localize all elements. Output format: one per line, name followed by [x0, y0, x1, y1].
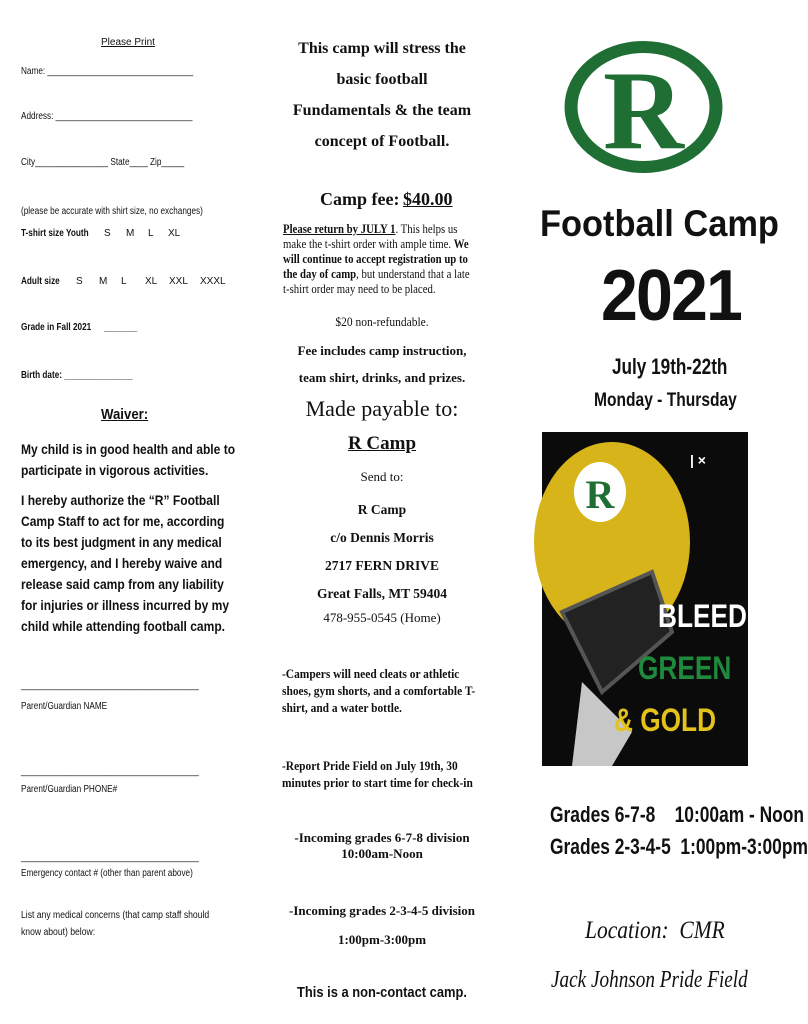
parent-name-line[interactable]: _______________________________________: [21, 680, 199, 691]
payable-to-label: Made payable to:: [305, 396, 459, 421]
adult-size-xl[interactable]: XL: [145, 276, 158, 287]
camp-dates: July 19th-22th: [612, 354, 728, 379]
adult-size-m[interactable]: M: [99, 276, 108, 287]
address-line: Great Falls, MT 59404: [317, 586, 447, 601]
schedule-younger: Grades 2-3-4-5 1:00pm-3:00pm: [550, 834, 808, 859]
stress-line: basic football: [336, 71, 428, 88]
emergency-line[interactable]: _______________________________________: [21, 852, 199, 863]
birth-date-field[interactable]: Birth date: _______________: [21, 370, 133, 381]
non-contact-note: This is a non-contact camp.: [297, 984, 467, 1001]
helmet-decal-letter: R: [585, 472, 615, 517]
address-line: c/o Dennis Morris: [330, 530, 434, 545]
youth-size-s[interactable]: S: [104, 228, 111, 239]
address-field[interactable]: Address: ______________________________: [21, 111, 193, 122]
late-registration-note: We will continue to accept registration up to the day of camp: [283, 237, 469, 281]
parent-name-label: Parent/Guardian NAME: [21, 701, 108, 712]
location-label: Location: CMR: [585, 917, 725, 944]
stress-line: This camp will stress the: [298, 40, 466, 57]
address-line: 2717 FERN DRIVE: [324, 558, 439, 573]
youth-size-xl[interactable]: XL: [168, 228, 181, 239]
shirt-note: (please be accurate with shirt size, no exchanges): [21, 206, 203, 217]
camp-year: 2021: [601, 256, 741, 336]
mailing-address: [272, 496, 492, 608]
camp-days: Monday - Thursday: [594, 390, 737, 411]
waiver-health: My child is in good health and able to participate in vigorous activities.: [21, 441, 236, 478]
campers-need-note: -Campers will need cleats or athletic shoes, gym shorts, and a comfortable T-shirt, and a water bottle.: [282, 666, 476, 715]
fee-includes-line1: Fee includes camp instruction,: [297, 343, 467, 358]
waiver-title: Waiver:: [101, 406, 149, 423]
adult-size-xxl[interactable]: XXL: [169, 276, 188, 287]
poster-green: GREEN: [638, 650, 732, 686]
address-line: R Camp: [357, 502, 407, 517]
division-younger-time: 1:00pm-3:00pm: [337, 932, 427, 947]
logo-letter: R: [603, 49, 684, 173]
field-name: Jack Johnson Pride Field: [551, 967, 748, 993]
please-print-label: Please Print: [101, 37, 155, 48]
waiver-authorization: I hereby authorize the “R” Football Camp Staff to act for me, according to its best judgment in any medical emergency, and I hereby waive and release said camp from any liability for injuries or illness incurred by my child while attending football camp.: [21, 492, 230, 634]
emergency-contact-label: Emergency contact # (other than parent above): [21, 868, 193, 879]
adult-size-xxxl[interactable]: XXXL: [200, 276, 226, 287]
camp-fee-label: Camp fee:: [320, 189, 400, 209]
report-note: -Report Pride Field on July 19th, 30 minutes prior to start time for check-in: [282, 758, 473, 790]
name-field[interactable]: Name: ________________________________: [21, 66, 194, 77]
stress-line: Fundamentals & the team: [292, 102, 472, 119]
send-to-label: Send to:: [360, 469, 404, 484]
payee-name: R Camp: [347, 433, 417, 454]
medical-concerns-label: List any medical concerns (that camp staff should know about) below:: [21, 910, 210, 938]
grade-field[interactable]: ______: [104, 322, 138, 333]
stress-line: concept of Football.: [314, 133, 450, 150]
fee-includes-line2: team shirt, drinks, and prizes.: [298, 370, 466, 385]
return-note-text: . This helps us make the t-shirt order with ample time.: [283, 222, 458, 251]
phone-number: 478-955-0545 (Home): [323, 610, 441, 625]
youth-size-m[interactable]: M: [126, 228, 135, 239]
r-logo: [562, 38, 725, 176]
division-older: [272, 830, 492, 862]
parent-phone-label: Parent/Guardian PHONE#: [21, 784, 118, 795]
adult-size-label: Adult size: [21, 276, 60, 287]
city-state-zip-field[interactable]: City________________ State____ Zip_____: [21, 157, 185, 168]
division-older-time: 10:00am-Noon: [341, 846, 423, 861]
poster-brand-icon: | ×: [690, 452, 706, 468]
camp-title: Football Camp: [540, 203, 779, 244]
parent-phone-line[interactable]: _______________________________________: [21, 766, 199, 777]
stress-statement: [272, 33, 492, 157]
grade-label: Grade in Fall 2021: [21, 322, 92, 333]
poster-gold: & GOLD: [614, 702, 717, 738]
youth-size-label: T-shirt size Youth: [21, 228, 89, 239]
return-note: [283, 222, 477, 297]
schedule-older: Grades 6-7-8 10:00am - Noon: [550, 802, 805, 827]
return-deadline: Please return by JULY 1: [283, 222, 396, 236]
adult-size-s[interactable]: S: [76, 276, 83, 287]
late-shirt-note: , but understand that a late t-shirt order may need to be placed.: [283, 267, 470, 296]
adult-size-l[interactable]: L: [121, 276, 127, 287]
camp-fee-amount: $40.00: [403, 189, 453, 209]
non-refundable-note: $20 non-refundable.: [335, 315, 429, 329]
youth-size-l[interactable]: L: [148, 228, 154, 239]
division-younger-grades: -Incoming grades 2-3-4-5 division: [289, 903, 475, 918]
poster-bleed: BLEED: [658, 598, 747, 634]
bleed-green-gold-poster: [542, 432, 748, 766]
division-older-grades: -Incoming grades 6-7-8 division: [294, 830, 470, 845]
